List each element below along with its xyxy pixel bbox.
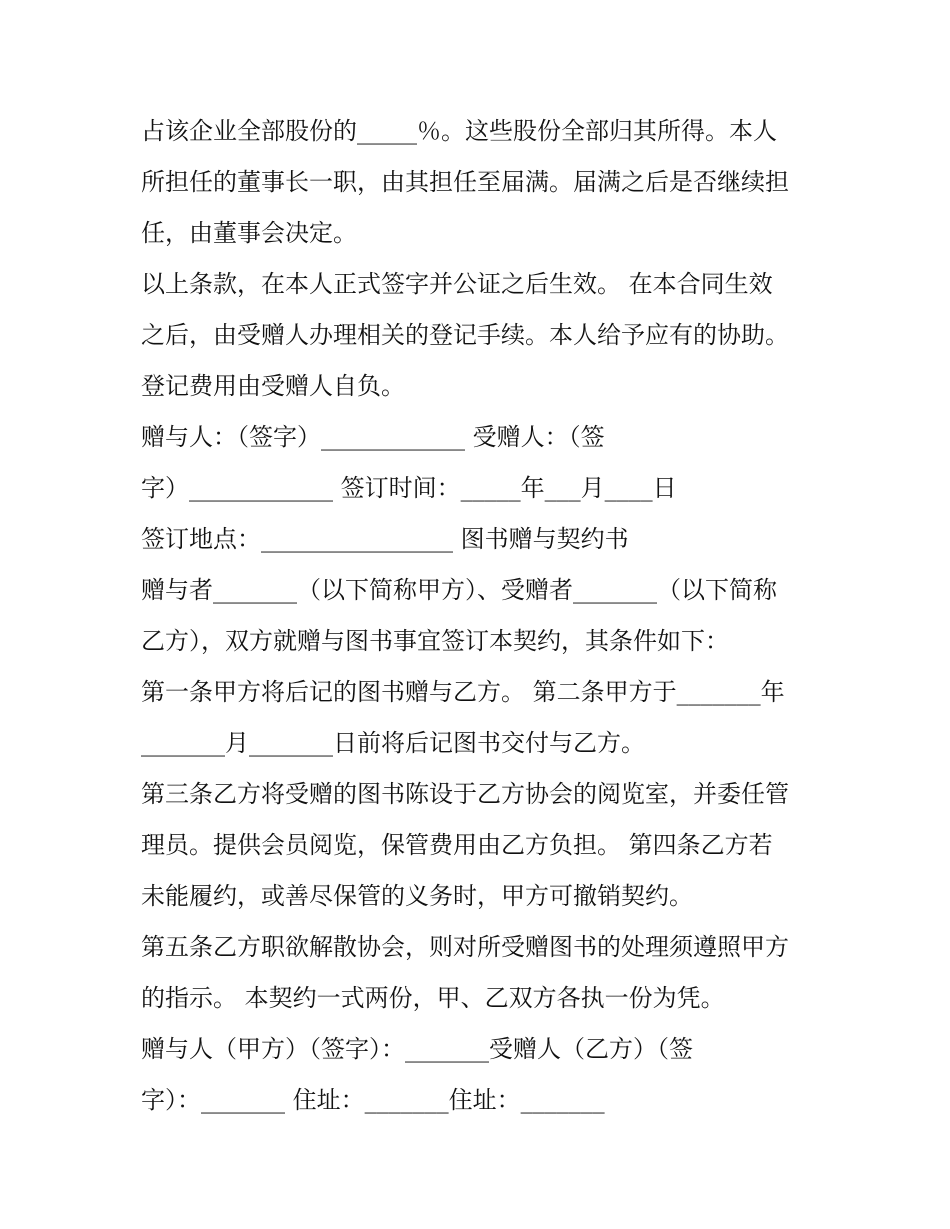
text-line-2: 所担任的董事长一职，由其担任至届满。届满之后是否继续担	[141, 168, 789, 196]
text-line-1: 占该企业全部股份的_____％。这些股份全部归其所得。本人	[141, 117, 777, 145]
text-line-9: 签订地点：________________ 图书赠与契约书	[141, 525, 629, 553]
text-line-16: 未能履约，或善尽保管的义务时，甲方可撤销契约。	[141, 882, 693, 910]
text-line-18: 的指示。 本契约一式两份，甲、乙双方各执一份为凭。	[141, 984, 725, 1012]
text-line-5: 之后，由受赠人办理相关的登记手续。本人给予应有的协助。	[141, 321, 789, 349]
text-line-15: 理员。提供会员阅览，保管费用由乙方负担。 第四条乙方若	[141, 831, 773, 859]
text-line-14: 第三条乙方将受赠的图书陈设于乙方协会的阅览室，并委任管	[141, 780, 789, 808]
text-line-12: 第一条甲方将后记的图书赠与乙方。 第二条甲方于_______年	[141, 678, 785, 706]
text-line-7: 赠与人：（签字）____________ 受赠人：（签	[141, 423, 605, 451]
text-line-8: 字）____________ 签订时间：_____年___月____日	[141, 474, 677, 502]
text-line-3: 任，由董事会决定。	[141, 219, 357, 247]
document-body	[141, 106, 831, 1126]
text-line-10: 赠与者_______（以下简称甲方）、受赠者_______（以下简称	[141, 576, 777, 604]
text-line-20: 字）：_______ 住址：_______住址：_______	[141, 1086, 605, 1114]
text-line-19: 赠与人（甲方）（签字）：_______受赠人（乙方）（签	[141, 1035, 693, 1063]
text-line-17: 第五条乙方职欲解散协会，则对所受赠图书的处理须遵照甲方	[141, 933, 789, 961]
text-line-11: 乙方），双方就赠与图书事宜签订本契约，其条件如下：	[141, 627, 729, 655]
text-line-6: 登记费用由受赠人自负。	[141, 372, 405, 400]
text-line-4: 以上条款，在本人正式签字并公证之后生效。 在本合同生效	[141, 270, 773, 298]
text-line-13: _______月_______日前将后记图书交付与乙方。	[141, 729, 645, 757]
